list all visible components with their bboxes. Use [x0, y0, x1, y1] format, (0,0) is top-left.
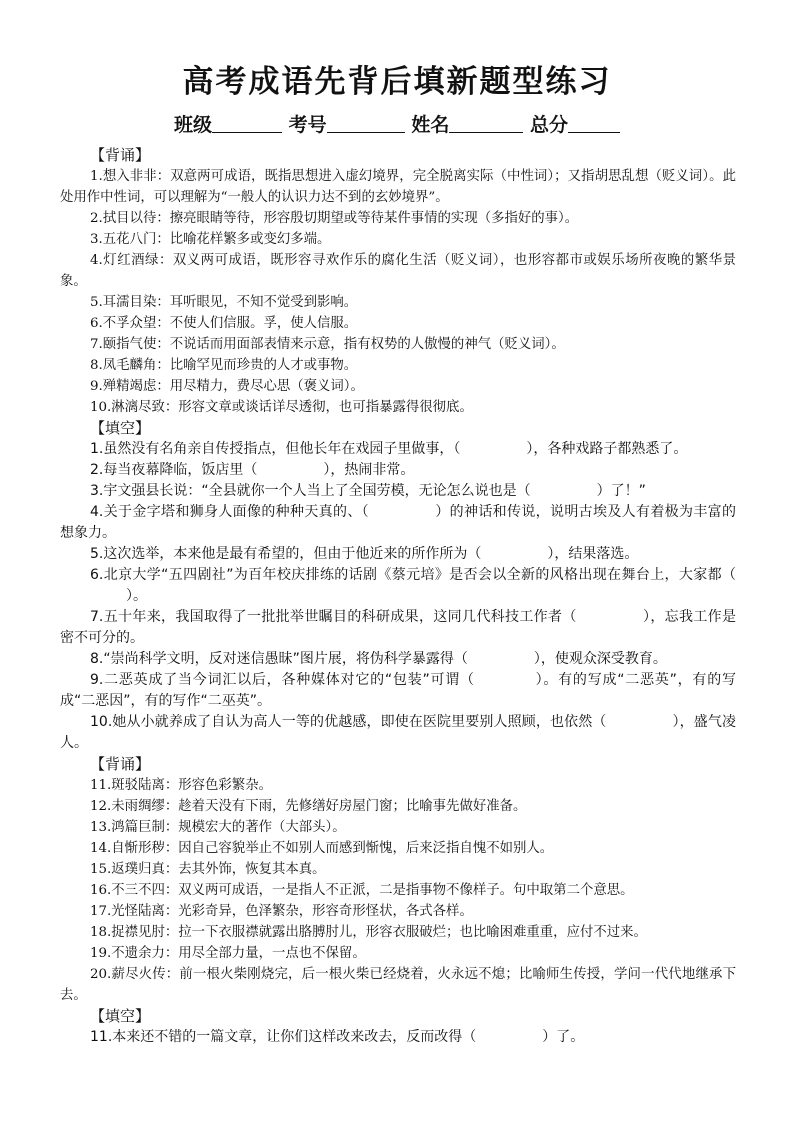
- recite-item: 9.殚精竭虑：用尽精力，费尽心思（褒义词）。: [90, 379, 364, 394]
- recite-item: 10.淋漓尽致：形容文章或谈话详尽透彻，也可指暴露得很彻底。: [90, 400, 473, 415]
- recite-item: 11.斑驳陆离：形容色彩繁杂。: [90, 778, 272, 793]
- section-heading-recite: 【背诵】: [90, 146, 151, 164]
- student-info-line: [0, 112, 794, 138]
- recite-item: 19.不遗余力：用尽全部力量，一点也不保留。: [90, 946, 366, 961]
- recite-item: 14.自惭形秽：因自己容貌举止不如别人而感到惭愧，后来泛指自愧不如别人。: [90, 841, 554, 856]
- fill-item: 9.二恶英成了当今词汇以后，各种媒体对它的“包装”可谓（ ）。有的写成“二恶英”，有的写成“二恶因”，有的写作“二巫英”。: [60, 672, 736, 709]
- recite-item: 12.未雨绸缪：趁着天没有下雨，先修缮好房屋门窗；比喻事先做好准备。: [90, 799, 527, 814]
- total-score-label: 总分: [529, 114, 568, 136]
- class-blank[interactable]: [212, 114, 282, 133]
- fill-item: 2.每当夜幕降临，饭店里（ ），热闹非常。: [90, 462, 415, 478]
- recite-item: 4.灯红酒绿：双义两可成语，既形容寻欢作乐的腐化生活（贬义词），也形容都市或娱乐场所夜晚的繁华景象。: [60, 253, 736, 289]
- fill-item: 11.本来还不错的一篇文章，让你们这样改来改去，反而改得（ ）了。: [90, 1029, 585, 1045]
- fill-item: 5.这次选举，本来他是最有希望的，但由于他近来的所作所为（ ），结果落选。: [90, 546, 639, 562]
- fill-item: 6.北京大学“五四剧社”为百年校庆排练的话剧《蔡元培》是否会以全新的风格出现在舞台上，大家都（）。: [90, 567, 736, 604]
- exam-number-label: 考号: [288, 114, 327, 136]
- recite-item: 5.耳濡目染：耳听眼见，不知不觉受到影响。: [90, 295, 358, 310]
- class-label: 班级: [174, 114, 213, 136]
- recite-item: 13.鸿篇巨制：规模宏大的著作（大部头）。: [90, 820, 346, 835]
- name-blank[interactable]: [449, 114, 523, 133]
- recite-item: 1.想入非非：双意两可成语，既指思想进入虚幻境界，完全脱离实际（中性词）；又指胡思乱想（贬义词）。此处用作中性词，可以理解为“一般人的认识力达不到的玄妙境界”。: [60, 169, 736, 205]
- worksheet-content: [60, 145, 736, 1048]
- fill-item: 7.五十年来，我国取得了一批批举世瞩目的科研成果，这同几代科技工作者（ ），忘我工作是密不可分的。: [60, 609, 737, 646]
- section-heading-recite: 【背诵】: [90, 755, 151, 773]
- section-heading-fill: 【填空】: [90, 419, 151, 437]
- recite-item: 6.不孚众望：不使人们信服。孚，使人信服。: [90, 316, 358, 331]
- recite-item: 8.凤毛麟角：比喻罕见而珍贵的人才或事物。: [90, 358, 358, 373]
- page-title: 高考成语先背后填新题型练习: [182, 64, 612, 100]
- recite-item: 20.薪尽火传：前一根火柴刚烧完，后一根火柴已经烧着，火永远不熄；比喻师生传授，学问一代代地继承下去。: [60, 967, 736, 1003]
- fill-item: 4.关于金字塔和狮身人面像的种种天真的、（ ）的神话和传说，说明古埃及人有着极为丰富的想象力。: [60, 504, 737, 541]
- recite-item: 2.拭目以待：擦亮眼睛等待，形容殷切期望或等待某件事情的实现（多指好的事）。: [90, 211, 579, 226]
- recite-item: 17.光怪陆离：光彩奇异，色泽繁杂，形容奇形怪状，各式各样。: [90, 904, 473, 919]
- section-heading-fill: 【填空】: [90, 1007, 151, 1025]
- fill-item: 1.虽然没有名角亲自传授指点，但他长年在戏园子里做事，（ ），各种戏路子都熟悉了。: [90, 441, 688, 457]
- recite-item: 15.返璞归真：去其外饰，恢复其本真。: [90, 862, 326, 877]
- recite-item: 18.捉襟见肘：拉一下衣服襟就露出胳膊肘儿，形容衣服破烂；也比喻困难重重，应付不过来。: [90, 925, 647, 940]
- recite-item: 3.五花八门：比喻花样繁多或变幻多端。: [90, 232, 331, 247]
- fill-item: 3.宇文强县长说：“全县就你一个人当上了全国劳模，无论怎么说也是（ ）了！”: [90, 483, 646, 499]
- total-score-blank[interactable]: [568, 114, 620, 133]
- recite-item: 16.不三不四：双义两可成语，一是指人不正派，二是指事物不像样子。句中取第二个意思。: [90, 883, 634, 898]
- recite-item: 7.颐指气使：不说话而用面部表情来示意，指有权势的人傲慢的神气（贬义词）。: [90, 337, 565, 352]
- exam-number-blank[interactable]: [327, 114, 405, 133]
- fill-item: 8.“崇尚科学文明，反对迷信愚昧”图片展，将伪科学暴露得（ ），使观众深受教育。: [90, 651, 667, 667]
- fill-item: 10.她从小就养成了自认为高人一等的优越感，即使在医院里要别人照顾，也依然（ ），盛气凌人。: [60, 714, 736, 751]
- name-label: 姓名: [411, 114, 450, 136]
